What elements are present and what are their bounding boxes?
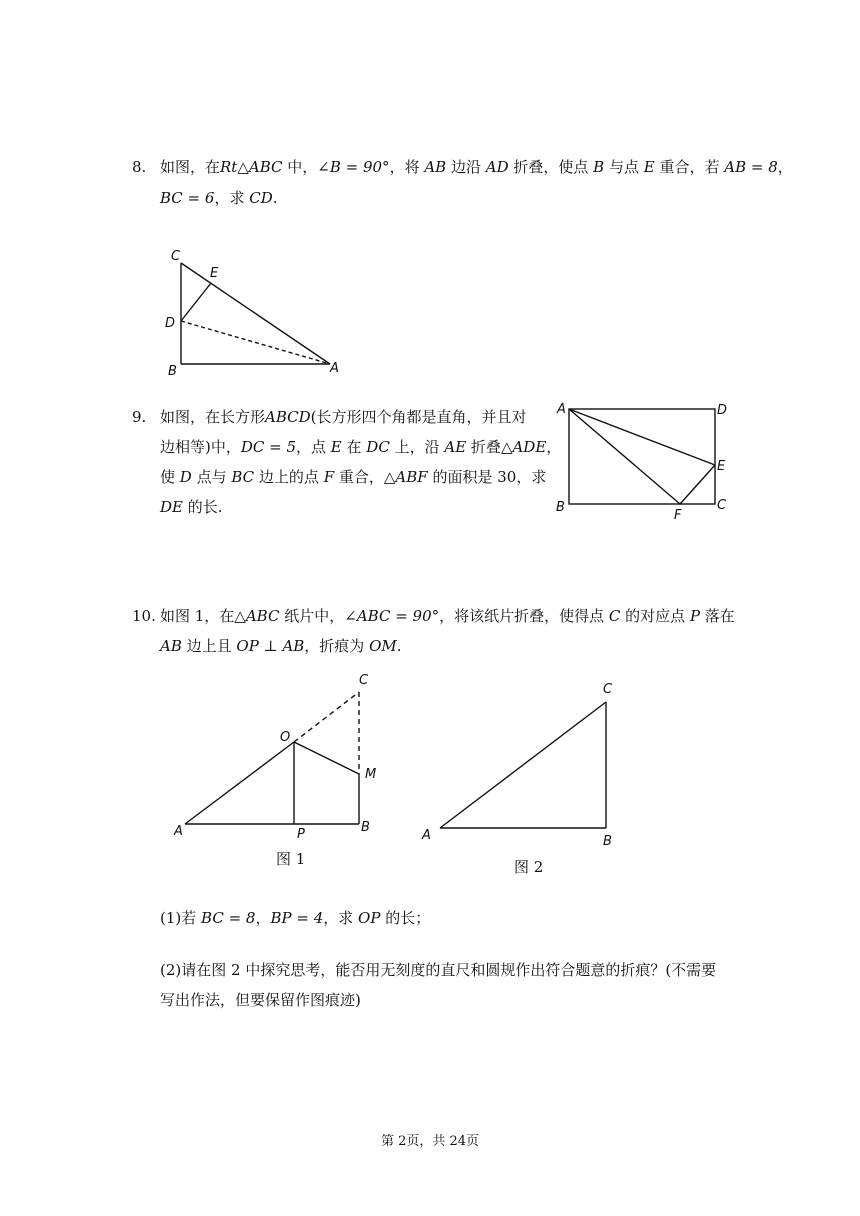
q9-line-1: 如图，在长方形ABCD(长方形四个角都是直角，并且对	[160, 408, 527, 426]
q10-part-2-line-2: 写出作法，但要保留作图痕迹)	[160, 991, 361, 1009]
q10-fig1-caption: 图 1	[276, 850, 306, 868]
q10-part-2-line-1: (2)请在图 2 中探究思考，能否用无刻度的直尺和圆规作出符合题意的折痕？(不需要	[160, 961, 717, 979]
page-footer: 第 2页，共 24页	[380, 1134, 480, 1149]
q10-fig1-label-c: C	[359, 673, 369, 688]
q10-fig2-label-c: C	[603, 682, 613, 697]
q10-line-1: 如图 1，在△ABC 纸片中，∠ABC = 90°，将该纸片折叠，使得点 C 的对应点 P 落在	[160, 607, 735, 625]
q10-figure-2	[415, 675, 635, 855]
q9-figure	[550, 395, 740, 525]
q10-fig2-label-b: B	[603, 834, 612, 849]
q8-label-d: D	[165, 316, 176, 331]
q9-label-e: E	[717, 459, 726, 474]
q9-label-b: B	[556, 500, 565, 515]
q8-line-1: 如图，在Rt△ABC 中，∠B = 90°，将 AB 边沿 AD 折叠，使点 B 与点 E 重合，若 AB = 8，	[160, 158, 793, 176]
q8-label-c: C	[171, 249, 181, 264]
q8-label-e: E	[210, 266, 219, 281]
q9-label-c: C	[717, 498, 727, 513]
q9-line-4: DE 的长.	[160, 498, 223, 516]
q9-label-f: F	[674, 508, 682, 523]
q10-fig1-label-a: A	[174, 824, 183, 839]
q10-number: 10.	[132, 607, 156, 625]
q8-label-b: B	[168, 364, 177, 379]
q9-line-2: 边相等)中，DC = 5，点 E 在 DC 上，沿 AE 折叠△ADE，	[160, 438, 562, 456]
q10-line-2: AB 边上且 OP ⊥ AB，折痕为 OM.	[160, 637, 402, 655]
q10-figure-1	[170, 670, 390, 850]
q10-part-1: (1)若 BC = 8，BP = 4，求 OP 的长；	[160, 909, 431, 927]
q9-line-3: 使 D 点与 BC 边上的点 F 重合，△ABF 的面积是 30，求	[160, 468, 547, 486]
q10-fig1-label-p: P	[297, 827, 305, 842]
q10-fig2-label-a: A	[422, 828, 431, 843]
q10-fig2-caption: 图 2	[514, 858, 544, 876]
q8-line-2: BC = 6，求 CD.	[160, 189, 278, 207]
q8-figure	[160, 240, 360, 380]
q9-label-a: A	[557, 402, 566, 417]
q10-fig1-label-b: B	[361, 820, 370, 835]
q10-fig1-label-m: M	[365, 767, 377, 782]
q9-label-d: D	[717, 403, 728, 418]
q8-label-a: A	[330, 361, 339, 376]
q8-number: 8.	[132, 158, 147, 176]
q10-fig1-label-o: O	[280, 730, 291, 745]
q9-number: 9.	[132, 408, 147, 426]
